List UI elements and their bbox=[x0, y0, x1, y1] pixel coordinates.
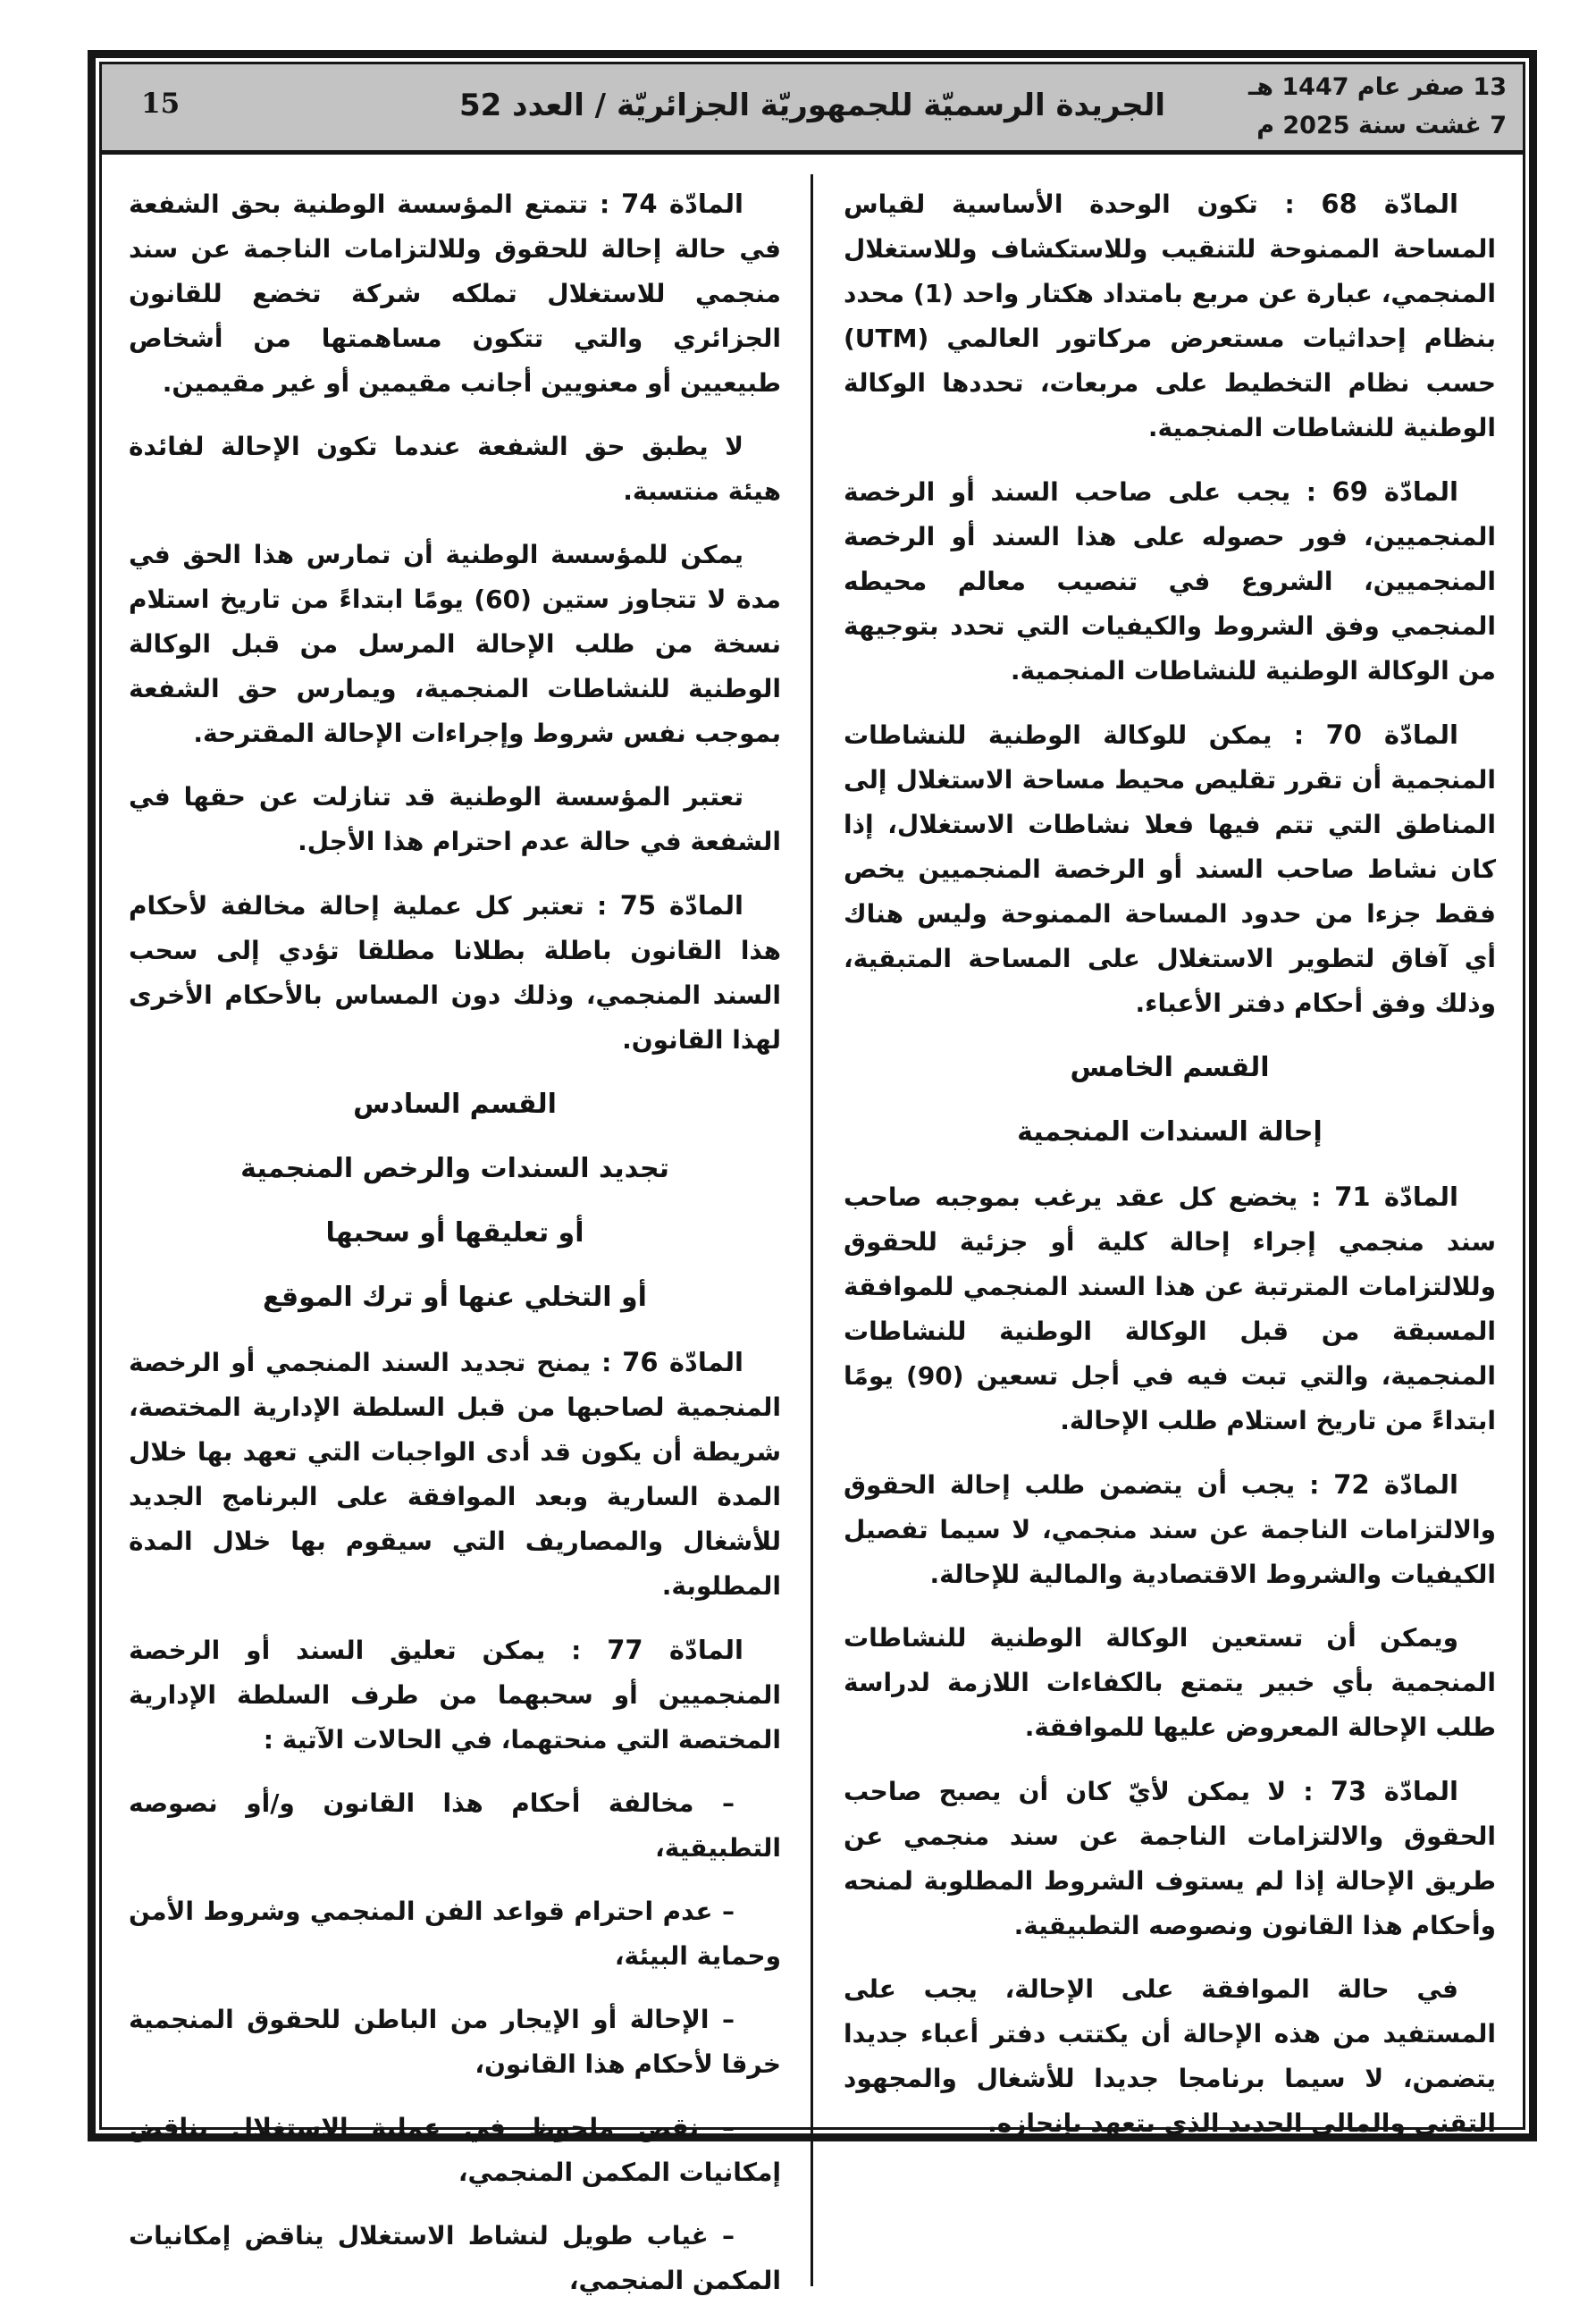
section-heading: القسم السادس bbox=[353, 1089, 557, 1120]
paragraph: في حالة الموافقة على الإحالة، يجب على المستفيد من هذه الإحالة أن يكتتب دفتر أعباء جديدا يتضمن، لا سيما برنامجا جديدا للأشغال والمجهود التقني والمالي الجديد الذي يتعهد بإنجازه. bbox=[844, 1974, 1496, 2138]
article-74-paragraph: المادّة 74 : تتمتع المؤسسة الوطنية بحق الشفعة في حالة إحالة للحقوق وللالتزامات الناجمة عن سند منجمي للاستغلال تملكه شركة تخضع للقانون الجزائري والتي تتكون مساهمتها من أشخاص طبيعيين أو معنويين أجانب مقيمين أو غير مقيمين. bbox=[129, 189, 781, 398]
article-76-paragraph: المادّة 76 : يمنح تجديد السند المنجمي أو الرخصة المنجمية لصاحبها من قبل السلطة الإدارية المختصة، شريطة أن يكون قد أدى الواجبات التي تعهد بها خلال المدة السارية وبعد الموافقة على البرنامج الجديد للأشغال والمصاريف التي سيقوم بها خلال المدة المطلوبة. bbox=[129, 1347, 781, 1601]
article-72-paragraph: المادّة 72 : يجب أن يتضمن طلب إحالة الحقوق والالتزامات الناجمة عن سند منجمي، لا سيما تفصيل الكيفيات والشروط الاقتصادية والمالية للإحالة. bbox=[844, 1469, 1496, 1589]
article-71-paragraph: المادّة 71 : يخضع كل عقد يرغب بموجبه صاحب سند منجمي إجراء إحالة كلية أو جزئية للحقوق وللالتزامات المترتبة عن هذا السند المنجمي للموافقة المسبقة من قبل الوكالة الوطنية للنشاطات المنجمية، والتي تبت فيه في أجل تسعين (90) يومًا ابتداءً من تاريخ استلام طلب الإحالة. bbox=[844, 1182, 1496, 1435]
list-item: – مخالفة أحكام هذا القانون و/أو نصوصه التطبيقية، bbox=[129, 1788, 781, 1863]
article-75-text: تعتبر كل عملية إحالة مخالفة لأحكام هذا القانون باطلة بطلانا مطلقا تؤدي إلى سحب السند المنجمي، وذلك دون المساس بالأحكام الأخرى لهذا القانون. bbox=[129, 891, 781, 1055]
paragraph: لا يطبق حق الشفعة عندما تكون الإحالة لفائدة هيئة منتسبة. bbox=[129, 432, 781, 506]
section-heading: القسم الخامس bbox=[1070, 1052, 1270, 1083]
section-heading: أو تعليقها أو سحبها bbox=[325, 1217, 584, 1249]
header bbox=[102, 64, 1523, 155]
paragraph: يمكن للمؤسسة الوطنية أن تمارس هذا الحق في مدة لا تتجاوز ستين (60) يومًا ابتداءً من تاريخ استلام نسخة من طلب الإحالة المرسل من قبل الوكالة الوطنية للنشاطات المنجمية، ويمارس حق الشفعة بموجب نفس شروط وإجراءات الإحالة المقترحة. bbox=[129, 540, 781, 748]
article-71-label: المادّة 71 bbox=[1334, 1182, 1458, 1212]
article-73-text: لا يمكن لأيّ كان أن يصبح صاحب الحقوق والالتزامات الناجمة عن سند منجمي عن طريق الإحالة إذا لم يستوف الشروط المطلوبة لمنحه وأحكام هذا القانون ونصوصه التطبيقية. bbox=[844, 1777, 1496, 1940]
article-74-text: تتمتع المؤسسة الوطنية بحق الشفعة في حالة إحالة للحقوق وللالتزامات الناجمة عن سند منجمي للاستغلال تملكه شركة تخضع للقانون الجزائري والتي تتكون مساهمتها من أشخاص طبيعيين أو معنويين أجانب مقيمين أو غير مقيمين. bbox=[129, 189, 781, 398]
article-77-paragraph: المادّة 77 : يمكن تعليق السند أو الرخصة المنجميين أو سحبهما من طرف السلطة الإدارية المختصة التي منحتهما، في الحالات الآتية : bbox=[129, 1635, 781, 1754]
article-69-text: يجب على صاحب السند أو الرخصة المنجميين، فور حصوله على هذا السند أو الرخصة المنجميين، الشروع في تنصيب معالم محيطه المنجمي وفق الشروط والكيفيات التي تحدد بتوجيهة من الوكالة الوطنية للنشاطات المنجمية. bbox=[844, 477, 1496, 686]
section-heading: أو التخلي عنها أو ترك الموقع bbox=[263, 1282, 647, 1313]
article-77-text: يمكن تعليق السند أو الرخصة المنجميين أو سحبهما من طرف السلطة الإدارية المختصة التي منحتهما، في الحالات الآتية : bbox=[129, 1636, 781, 1754]
article-77-label: المادّة 77 bbox=[607, 1635, 743, 1665]
article-75-label: المادّة 75 bbox=[619, 890, 743, 921]
article-74-label: المادّة 74 bbox=[621, 189, 743, 219]
page-frame-inner bbox=[99, 62, 1525, 2295]
article-73-label: المادّة 73 bbox=[1330, 1776, 1458, 1806]
list-item: – غياب طويل لنشاط الاستغلال يناقض إمكانيات المكمن المنجمي، bbox=[129, 2221, 781, 2295]
article-68-paragraph: المادّة 68 : تكون الوحدة الأساسية لقياس المساحة الممنوحة للتنقيب وللاستكشاف وللاستغلال المنجمي، عبارة عن مربع بامتداد هكتار واحد (1) محدد بنظام إحداثيات مستعرض مركاتور العالمي (UTM) حسب نظام التخطيط على مربعات، تحددها الوكالة الوطنية للنشاطات المنجمية. bbox=[844, 189, 1496, 442]
journal-title: الجريدة الرسميّة للجمهوريّة الجزائريّة / العدد 52 bbox=[458, 88, 1165, 123]
list-item: – عدم احترام قواعد الفن المنجمي وشروط الأمن وحماية البيئة، bbox=[129, 1897, 781, 1971]
gregorian-date: 7 غشت سنة 2025 م bbox=[1256, 112, 1507, 139]
page-number: 15 bbox=[141, 88, 181, 120]
section-heading: تجديد السندات والرخص المنجمية bbox=[240, 1153, 669, 1184]
article-69-label: المادّة 69 bbox=[1331, 476, 1458, 507]
article-69-paragraph: المادّة 69 : يجب على صاحب السند أو الرخصة المنجميين، فور حصوله على هذا السند أو الرخصة المنجميين، الشروع في تنصيب معالم محيطه المنجمي وفق الشروط والكيفيات التي تحدد بتوجيهة من الوكالة الوطنية للنشاطات المنجمية. bbox=[844, 476, 1496, 686]
column-left bbox=[129, 181, 781, 2322]
article-71-text: يخضع كل عقد يرغب بموجبه صاحب سند منجمي إجراء إحالة كلية أو جزئية للحقوق وللالتزامات المترتبة عن هذا السند المنجمي للموافقة المسبقة من قبل الوكالة الوطنية للنشاطات المنجمية، والتي تبت فيه في أجل تسعين (90) يومًا ابتداءً من تاريخ استلام طلب الإحالة. bbox=[844, 1182, 1496, 1435]
section-heading: إحالة السندات المنجمية bbox=[1017, 1116, 1323, 1148]
article-70-paragraph: المادّة 70 : يمكن للوكالة الوطنية للنشاطات المنجمية أن تقرر تقليص محيط مساحة الاستغلال إلى المناطق التي تتم فيها فعلا نشاطات الاستغلال، إذا كان نشاط صاحب السند أو الرخصة المنجميين يخص فقط جزءا من حدود المساحة الممنوحة وليس هناك أي آفاق لتطوير الاستغلال على المساحة المتبقية، وذلك وفق أحكام دفتر الأعباء. bbox=[844, 719, 1496, 1018]
article-68-text: تكون الوحدة الأساسية لقياس المساحة الممنوحة للتنقيب وللاستكشاف وللاستغلال المنجمي، عبارة عن مربع بامتداد هكتار واحد (1) محدد بنظام إحداثيات مستعرض مركاتور العالمي (UTM) حسب نظام التخطيط على مربعات، تحددها الوكالة الوطنية للنشاطات المنجمية. bbox=[844, 189, 1496, 442]
page-frame bbox=[88, 50, 1537, 2295]
article-73-paragraph: المادّة 73 : لا يمكن لأيّ كان أن يصبح صاحب الحقوق والالتزامات الناجمة عن سند منجمي عن طريق الإحالة إذا لم يستوف الشروط المطلوبة لمنحه وأحكام هذا القانون ونصوصه التطبيقية. bbox=[844, 1776, 1496, 1940]
article-72-text: يجب أن يتضمن طلب إحالة الحقوق والالتزامات الناجمة عن سند منجمي، لا سيما تفصيل الكيفيات والشروط الاقتصادية والمالية للإحالة. bbox=[844, 1470, 1496, 1589]
content-area bbox=[102, 155, 1523, 2322]
paragraph: ويمكن أن تستعين الوكالة الوطنية للنشاطات المنجمية بأي خبير يتمتع بالكفاءات اللازمة لدراسة طلب الإحالة المعروض عليها للموافقة. bbox=[844, 1623, 1496, 1742]
article-76-label: المادّة 76 bbox=[622, 1347, 743, 1377]
list-item: – الإحالة أو الإيجار من الباطن للحقوق المنجمية خرقا لأحكام هذا القانون، bbox=[129, 2005, 781, 2079]
article-70-text: يمكن للوكالة الوطنية للنشاطات المنجمية أن تقرر تقليص محيط مساحة الاستغلال إلى المناطق التي تتم فيها فعلا نشاطات الاستغلال، إذا كان نشاط صاحب السند أو الرخصة المنجميين يخص فقط جزءا من حدود المساحة الممنوحة وليس هناك أي آفاق لتطوير الاستغلال على المساحة المتبقية، وذلك وفق أحكام دفتر الأعباء. bbox=[844, 720, 1496, 1018]
list-item: – نقص ملحوظ في عملية الاستغلال يناقض إمكانيات المكمن المنجمي، bbox=[129, 2113, 781, 2187]
paragraph: تعتبر المؤسسة الوطنية قد تنازلت عن حقها في الشفعة في حالة عدم احترام هذا الأجل. bbox=[129, 782, 781, 856]
article-70-label: المادّة 70 bbox=[1325, 719, 1458, 750]
article-72-label: المادّة 72 bbox=[1333, 1469, 1458, 1500]
article-76-text: يمنح تجديد السند المنجمي أو الرخصة المنجمية لصاحبها من قبل السلطة الإدارية المختصة، شريطة أن يكون قد أدى الواجبات التي تعهد بها خلال المدة السارية وبعد الموافقة على البرنامج الجديد للأشغال والمصاريف التي سيقوم بها خلال المدة المطلوبة. bbox=[129, 1348, 781, 1601]
hijri-date: 13 صفر عام 1447 هـ bbox=[1248, 73, 1507, 101]
column-right bbox=[844, 181, 1496, 2322]
article-75-paragraph: المادّة 75 : تعتبر كل عملية إحالة مخالفة لأحكام هذا القانون باطلة بطلانا مطلقا تؤدي إلى سحب السند المنجمي، وذلك دون المساس بالأحكام الأخرى لهذا القانون. bbox=[129, 890, 781, 1055]
column-divider-rule bbox=[811, 174, 813, 2286]
article-68-label: المادّة 68 bbox=[1321, 189, 1458, 219]
